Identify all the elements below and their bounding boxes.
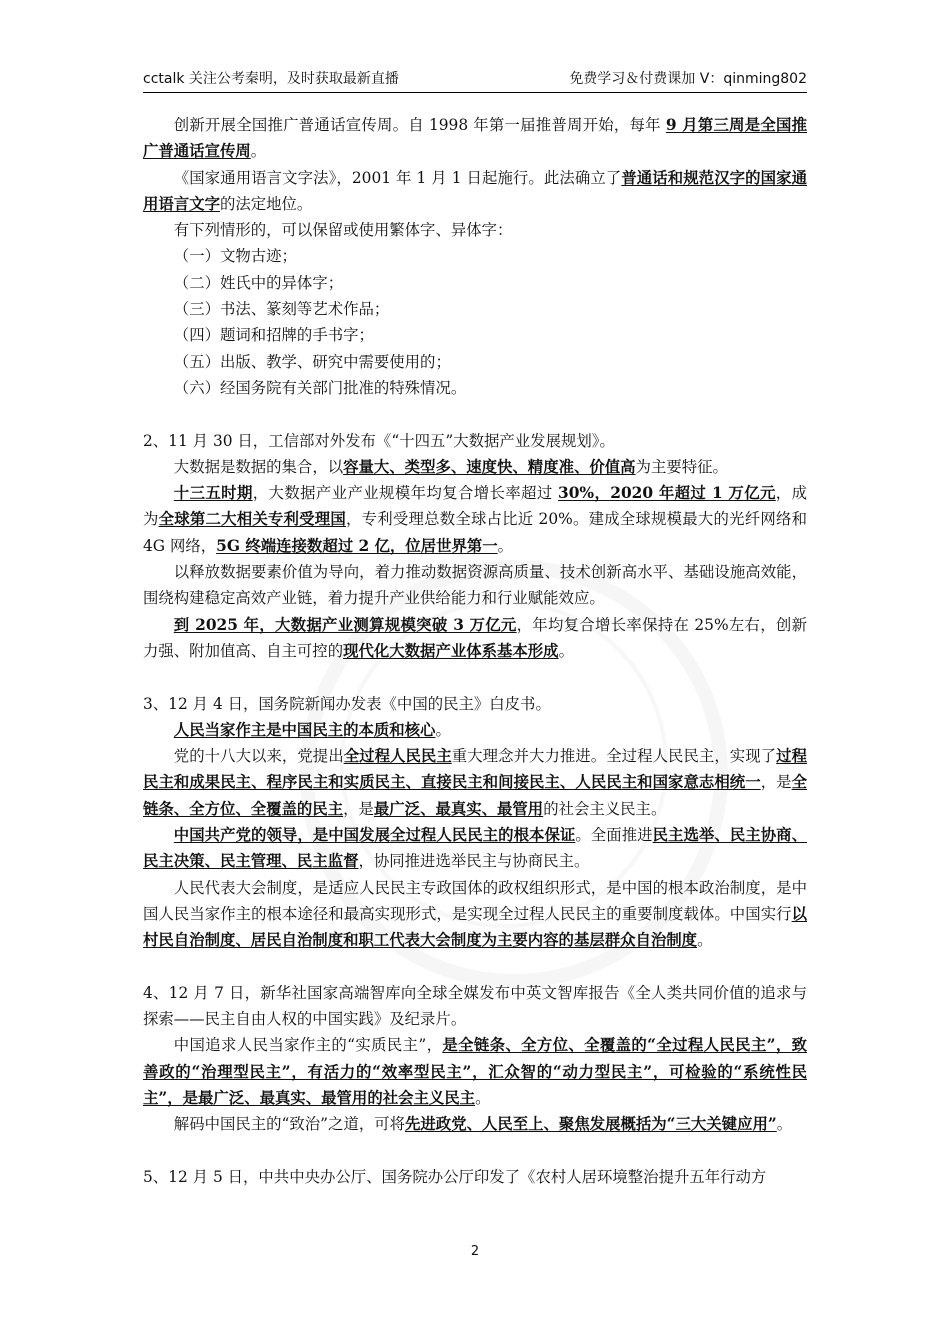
- paragraph: [143, 875, 807, 954]
- text: ，成为: [143, 484, 807, 529]
- text: 中国追求人民当家作主的“实质民主”，: [173, 1036, 443, 1055]
- key-point: 现代化大数据产业体系基本形成: [343, 641, 559, 660]
- text: ，大数据产业产业规模年均复合增长率超过: [252, 484, 559, 503]
- text: 创新开展全国推广普通话宣传周。自 1998 年第一届推普周开始，每年: [173, 116, 666, 134]
- text: 。: [475, 1088, 491, 1107]
- paragraph: [143, 454, 807, 480]
- key-point: 全球第二大相关专利受理国: [158, 510, 347, 529]
- text: ，年均复合增长率保持在 25%左右，创新力强、附加值高、自主可控的: [143, 615, 807, 660]
- key-point: 民主选举、民主协商、民主决策、民主管理、民主监督: [143, 826, 807, 871]
- key-point: 9 月第三周是全国推广普通话宣传周: [143, 116, 807, 161]
- text: 大数据是数据的集合，以: [173, 457, 344, 476]
- paragraph: [143, 822, 807, 875]
- page-header: [143, 64, 807, 93]
- list-item: （四）题词和招牌的手书字；: [173, 326, 374, 345]
- spacer: [143, 664, 807, 690]
- list-item: （五）出版、教学、研究中需要使用的；: [173, 352, 451, 371]
- key-point: 全链条、全方位、全覆盖的民主: [143, 773, 807, 818]
- text: 。: [435, 720, 451, 739]
- header-right-text: 免费学习＆付费课加 V：qinming802: [569, 71, 807, 87]
- key-point: 5G 终端连接数超过 2 亿，位居世界第一: [216, 536, 498, 555]
- text: 《国家通用语言文字法》，2001 年 1 月 1 日起施行。此法确立了: [173, 168, 622, 187]
- paragraph: 有下列情形的，可以保留或使用繁体字、异体字：: [173, 221, 513, 240]
- text: ，是: [343, 799, 374, 818]
- paragraph: [143, 112, 807, 165]
- text: 为主要特征。: [635, 457, 728, 476]
- list-item: （六）经国务院有关部门批准的特殊情况。: [173, 378, 467, 397]
- text: 人民代表大会制度，是适应人民民主专政国体的政权组织形式，是中国的根本政治制度，是中国人民当家作主的根本途径和最高实现形式，是实现全过程人民民主的重要制度载体。中国实行: [143, 878, 807, 923]
- section-heading: 2、11 月 30 日，工信部对外发布《“十四五”大数据产业发展规划》。: [143, 431, 615, 450]
- section-heading: 3、12 月 4 日，国务院新闻办发表《中国的民主》白皮书。: [143, 694, 551, 713]
- list-item: （一）文物古迹；: [173, 247, 297, 266]
- paragraph: [143, 1032, 807, 1111]
- list-item: （三）书法、篆刻等艺术作品；: [173, 300, 390, 319]
- paragraph: [143, 165, 807, 218]
- text: ，是: [760, 773, 792, 792]
- paragraph: [143, 1111, 807, 1137]
- document-body: [143, 112, 807, 1190]
- text: 重大理念并大力推进。全过程人民民主，实现了: [451, 747, 777, 766]
- paragraph: [143, 743, 807, 822]
- key-point: 是全链条、全方位、全覆盖的“全过程人民民主”，致善政的“治理型民主”，有活力的“效率型民主”，汇众智的“动力型民主”，可检验的“系统性民主”，是最广泛、最真实、最管用的社会主义民主: [143, 1036, 807, 1107]
- key-point: 先进政党、人民至上、聚焦发展概括为“三大关键应用”: [405, 1115, 777, 1134]
- key-point: 十三五时期: [173, 484, 253, 503]
- text: 的法定地位。: [219, 194, 313, 213]
- key-point: 中国共产党的领导，是中国发展全过程人民民主的根本保证: [173, 826, 576, 845]
- key-point: 全过程人民民主: [343, 747, 452, 766]
- key-point: 人民当家作主是中国民主的本质和核心: [173, 720, 436, 739]
- paragraph: 以释放数据要素价值为导向，着力推动数据资源高质量、技术创新高水平、基础设施高效能，围绕构建稳定高效产业链，着力提升产业供给能力和行业赋能效应。: [143, 563, 807, 608]
- list-item: （二）姓氏中的异体字；: [173, 273, 344, 292]
- text: 。全面推进: [575, 826, 653, 845]
- spacer: [143, 1138, 807, 1164]
- text: 。: [250, 142, 267, 161]
- key-point: 普通话和规范汉字的国家通用语言文字: [143, 168, 807, 213]
- text: ，专利受理总数全球占比近 20%。建成全球规模最大的光纤网络和 4G 网络，: [143, 510, 807, 555]
- paragraph: [143, 717, 807, 743]
- key-point: 30%，2020 年超过 1 万亿元: [558, 484, 776, 503]
- text: 。: [558, 641, 574, 660]
- text: 。: [497, 536, 514, 555]
- key-point: 容量大、类型多、速度快、精度准、价值高: [343, 457, 636, 476]
- section-heading: 4、12 月 7 日，新华社国家高端智库向全球全媒发布中英文智库报告《全人类共同价值的追求与探索——民主自由人权的中国实践》及纪录片。: [143, 983, 807, 1029]
- text: 。: [697, 931, 713, 950]
- text: 。: [776, 1115, 793, 1134]
- page-number: 2: [470, 1244, 480, 1259]
- key-point: 过程民主和成果民主、程序民主和实质民主、直接民主和间接民主、人民民主和国家意志相统一: [143, 747, 807, 792]
- paragraph: [143, 612, 807, 665]
- text: 解码中国民主的“致治”之道，可将: [173, 1115, 406, 1134]
- key-point: 以村民自治制度、居民自治制度和职工代表大会制度为主要内容的基层群众自治制度: [143, 904, 807, 950]
- key-point: 最广泛、最真实、最管用: [373, 799, 544, 818]
- header-left-text: cctalk 关注公考秦明，及时获取最新直播: [143, 71, 399, 87]
- spacer: [143, 401, 807, 427]
- spacer: [143, 954, 807, 980]
- key-point: 到 2025 年，大数据产业测算规模突破 3 万亿元: [173, 615, 517, 634]
- text: 的社会主义民主。: [543, 799, 667, 818]
- section-heading: 5、12 月 5 日，中共中央办公厅、国务院办公厅印发了《农村人居环境整治提升五年行动方: [143, 1167, 767, 1186]
- text: 党的十八大以来，党提出: [173, 747, 344, 766]
- paragraph: [143, 480, 807, 559]
- text: ，协同推进选举民主与协商民主。: [358, 852, 590, 871]
